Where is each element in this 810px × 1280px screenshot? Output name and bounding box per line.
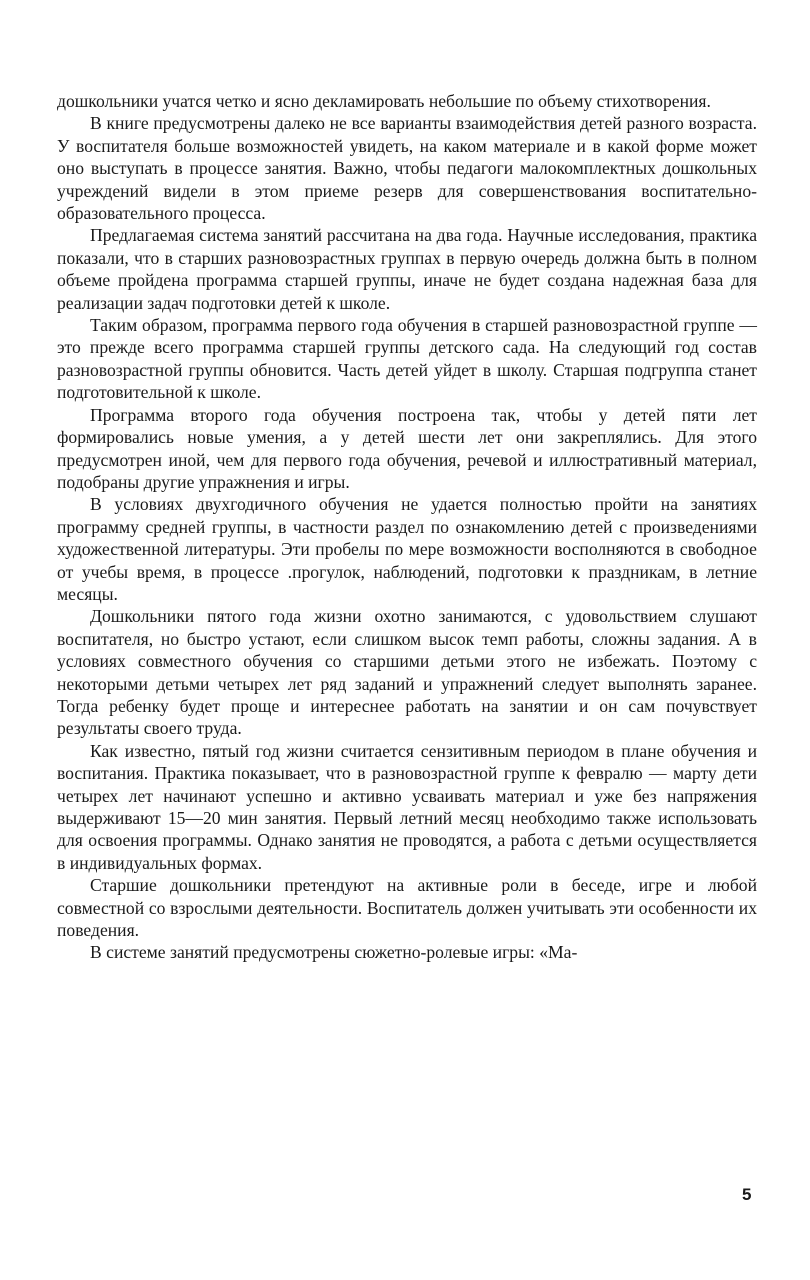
paragraph-10: В системе занятий предусмотрены сюжетно-ролевые игры: «Ма- <box>90 942 578 963</box>
paragraph-6: В условиях двухгодичного обучения не удается полностью пройти на занятиях программу средней группы, в частности раздел по ознакомлению детей с произведениями художественной литературы. Эти пробелы по мере возможности восполняются в свободное от учебы время, в процессе .прогулок, наблюдений, подготовки к праздникам, в летние месяцы. <box>57 494 757 604</box>
paragraph-5: Программа второго года обучения построена так, чтобы у детей пяти лет формировались новые умения, а у детей шести лет они закреплялись. Для этого предусмотрен иной, чем для первого года обучения, речевой и иллюстративный материал, подобраны другие упражнения и игры. <box>57 404 757 492</box>
paragraph-4: Таким образом, программа первого года обучения в старшей разновозрастной группе — это прежде всего программа старшей группы детского сада. На следующий год состав разновозрастной группы обновится. Часть детей уйдет в школу. Старшая подгруппа станет подготовительной к школе. <box>57 315 757 403</box>
page-number: 5 <box>742 1185 752 1204</box>
paragraph-9: Старшие дошкольники претендуют на активные роли в беседе, игре и любой совместной со взрослыми деятельности. Воспитатель должен учитывать эти особенности их поведения. <box>57 875 757 941</box>
paragraph-1: дошкольники учатся четко и ясно декламировать небольшие по объему стихотворения. <box>57 91 711 111</box>
paragraph-3: Предлагаемая система занятий рассчитана на два года. Научные исследования, практика показали, что в старших разновозрастных группах в первую очередь должна быть в полном объеме пройдена программа старшей группы, иначе не будет создана надежная база для реализации задач подготовки детей к школе. <box>57 225 757 313</box>
paragraph-2: В книге предусмотрены далеко не все варианты взаимодействия детей разного возраста. У воспитателя больше возможностей увидеть, на каком материале и в какой форме может оно выступать в процессе занятия. Важно, чтобы педагоги малокомплектных дошкольных учреждений видели в этом приеме резерв для совершенствования воспитательно-образовательного процесса. <box>57 113 757 224</box>
page-body <box>57 90 757 964</box>
paragraph-7: Дошкольники пятого года жизни охотно занимаются, с удовольствием слушают воспитателя, но быстро устают, если слишком высок темп работы, сложны задания. А в условиях совместного обучения со старшими детьми этого не избежать. Поэтому с некоторыми детьми четырех лет ряд заданий и упражнений следует выполнять заранее. Тогда ребенку будет проще и интереснее работать на занятии и он сам почувствует результаты своего труда. <box>57 606 757 739</box>
paragraph-8: Как известно, пятый год жизни считается сензитивным периодом в плане обучения и воспитания. Практика показывает, что в разновозрастной группе к февралю — марту дети четырех лет начинают успешно и активно усваивать материал и уже без напряжения выдерживают 15—20 мин занятия. Первый летний месяц необходимо также использовать для освоения программы. Однако занятия не проводятся, а работа с детьми осуществляется в индивидуальных формах. <box>57 740 757 873</box>
